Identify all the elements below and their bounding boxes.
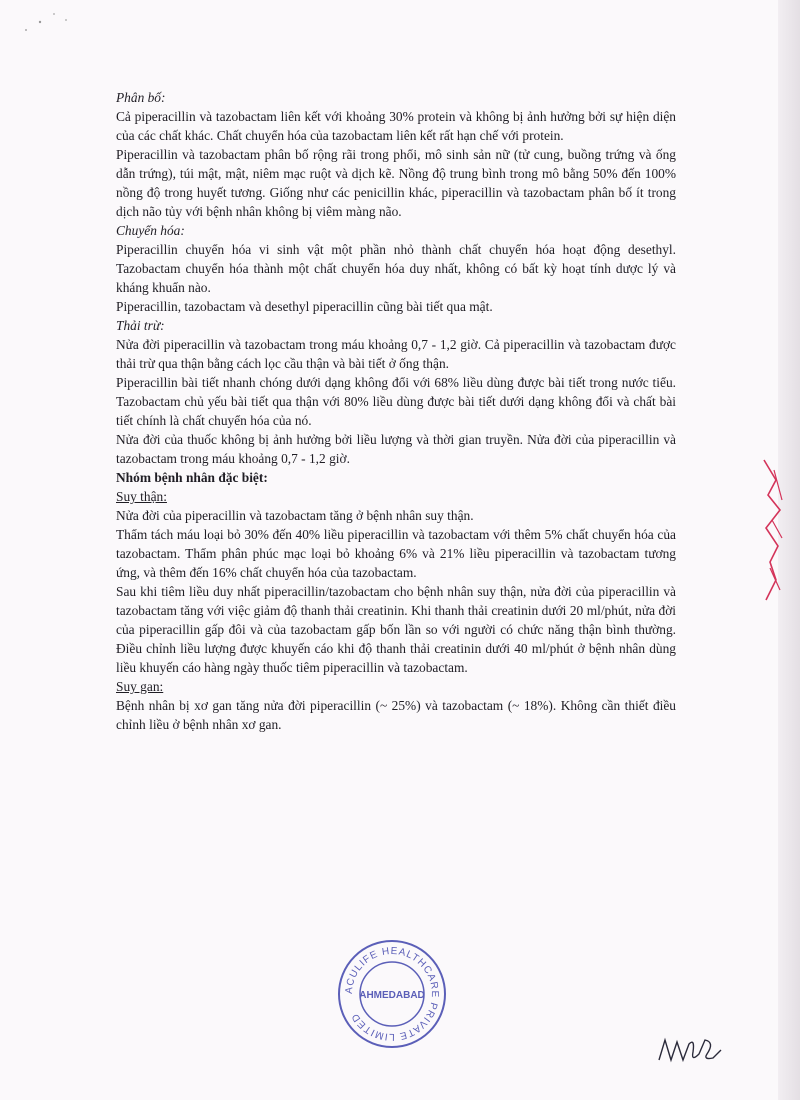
paragraph: Piperacillin và tazobactam phân bố rộng rãi trong phổi, mô sinh sản nữ (tử cung, buồng trứng và ống dẫn trứng), túi mật, mật, niêm mạc ruột và dịch kẽ. Nồng độ trung bình trong mô bằng 50% đến 100% nồng độ trong huyết tương. Giống như các penicillin khác, piperacillin và tazobactam phân bố ít trong dịch não tủy với bệnh nhân không bị viêm màng não. [116,147,676,219]
section-heading: Suy gan: [116,679,164,694]
paragraph: Piperacillin, tazobactam và desethyl piperacillin cũng bài tiết qua mật. [116,299,493,314]
paragraph: Sau khi tiêm liều duy nhất piperacillin/tazobactam cho bệnh nhân suy thận, nửa đời của piperacillin và tazobactam tăng với việc giảm độ thanh thải creatinin. Khi thanh thải creatinin dưới 20 ml/phút, nửa đời của piperacillin gấp đôi và của tazobactam gấp bốn lần so với người có chức năng thận bình thường. Điều chỉnh liều lượng được khuyến cáo khi độ thanh thải creatinin dưới 40 ml/phút ở bệnh nhân dùng liều khuyến cáo hàng ngày thuốc tiêm piperacillin và tazobactam. [116,584,676,675]
scan-speck-marks [18,8,78,38]
section-heading: Chuyển hóa: [116,223,185,238]
document-body [116,88,676,734]
handwritten-signature [655,1030,725,1070]
section-heading: Phân bố: [116,90,166,105]
paragraph: Nửa đời piperacillin và tazobactam trong máu khoảng 0,7 - 1,2 giờ. Cả piperacillin và tazobactam được thải trừ qua thận bằng cách lọc cầu thận và bài tiết ở ống thận. [116,337,676,371]
paragraph: Piperacillin chuyển hóa vi sinh vật một phần nhỏ thành chất chuyển hóa hoạt động desethyl. Tazobactam chuyển hóa thành một chất chuyển hóa duy nhất, không có bất kỳ hoạt tính dược lý và kháng khuẩn nào. [116,242,676,295]
paragraph: Bệnh nhân bị xơ gan tăng nửa đời piperacillin (~ 25%) và tazobactam (~ 18%). Không cần thiết điều chỉnh liều ở bệnh nhân xơ gan. [116,698,676,732]
paragraph: Cả piperacillin và tazobactam liên kết với khoảng 30% protein và không bị ảnh hưởng bởi sự hiện diện của các chất khác. Chất chuyển hóa của tazobactam liên kết rất hạn chế với protein. [116,109,676,143]
section-heading: Suy thận: [116,489,167,504]
margin-annotation-mark [756,450,786,610]
section-heading: Nhóm bệnh nhân đặc biệt: [116,470,268,485]
paragraph: Nửa đời của thuốc không bị ảnh hưởng bởi liều lượng và thời gian truyền. Nửa đời của piperacillin và tazobactam trong máu khoảng 0,7 - 1,2 giờ. [116,432,676,466]
paragraph: Piperacillin bài tiết nhanh chóng dưới dạng không đổi với 68% liều dùng được bài tiết trong nước tiểu. Tazobactam chủ yếu bài tiết qua thận với 80% liều dùng được bài tiết dưới dạng không đổi và chất bài tiết chính là chất chuyển hóa của nó. [116,375,676,428]
section-heading: Thải trừ: [116,318,165,333]
stamp-center-text: AHMEDABAD [359,990,425,1001]
company-seal-stamp [336,938,448,1050]
paragraph: Nửa đời của piperacillin và tazobactam tăng ở bệnh nhân suy thận. [116,508,474,523]
stamp-outer-text: ACULIFE HEALTHCARE PRIVATE LIMITED [343,945,441,1043]
paragraph: Thẩm tách máu loại bỏ 30% đến 40% liều piperacillin và tazobactam với thêm 5% chất chuyển hóa của tazobactam. Thẩm phân phúc mạc loại bỏ khoảng 6% và 21% liều piperacillin và tazobactam tương ứng, và thêm đến 16% chất chuyển hóa của tazobactam. [116,527,676,580]
